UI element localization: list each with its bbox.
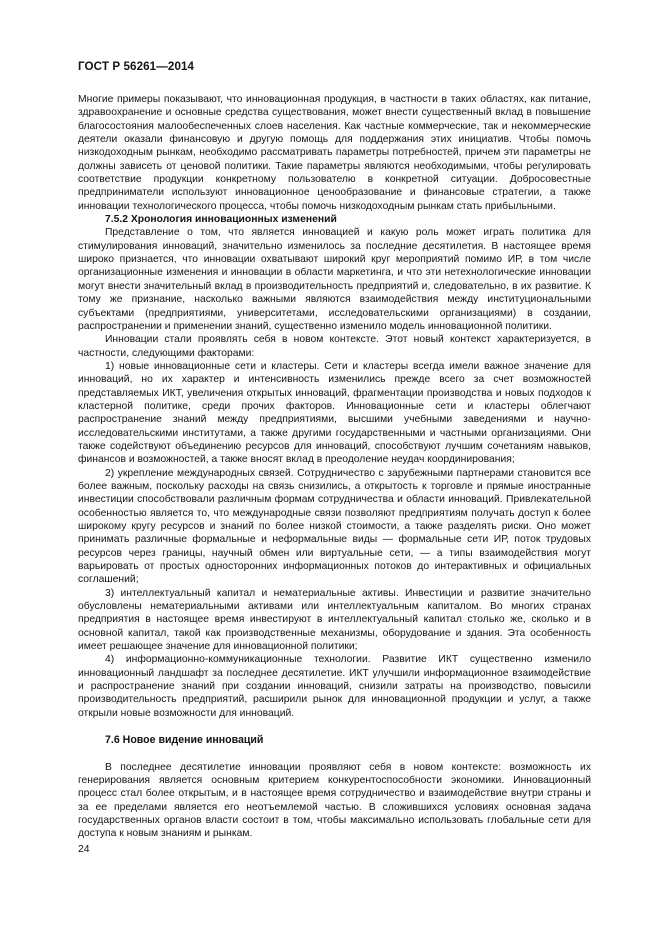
document-body <box>78 93 591 841</box>
factor-item-1: 1) новые инновационные сети и кластеры. Сети и кластеры всегда имели важное значение для инноваций, но их характер и интенсивность изменились прежде всего за счет возможностей представляемых ИКТ, увеличения открытых инноваций, фрагментации производства и новых подходов к кластерной политике, среди прочих факторов. Инновационные сети и кластеры облегчают распространение знаний между предприятиями, высшими учебными заведениями и научно-исследовательскими институтами, а также другими государственными и частными организациями. Они также содействуют объединению ресурсов для инноваций, способствуют лучшим сочетаниям навыков, финансов и возможностей, а также вносят вклад в преодоление неудач координирования; <box>78 360 591 466</box>
context-paragraph: Инновации стали проявлять себя в новом контексте. Этот новый контекст характеризуется, в частности, следующими факторами: <box>78 334 591 359</box>
page-number: 24 <box>78 844 90 855</box>
new-vision-paragraph: В последнее десятилетие инновации проявляют себя в новом контексте: возможность их генерирования является основным критерием конкурентоспособности экономики. Инновационный процесс стал более открытым, и в настоящее время сотрудничество и взаимодействие внутри страны и за ее пределами является его неотъемлемой частью. В сложившихся условиях основная задача государственных органов власти состоит в том, чтобы максимально использовать глобальные сети для доступа к новым знаниям и рынкам. <box>78 761 591 840</box>
intro-paragraph: Многие примеры показывают, что инновационная продукция, в частности в таких областях, как питание, здравоохранение и основные средства существования, может внести существенный вклад в повышение благосостояния малообеспеченных слоев населения. Как частные коммерческие, так и некоммерческие деятели оказали финансовую и другую помощь для поддержания этих инициатив. Чтобы помочь низкодоходным рынкам, необходимо рассматривать параметры потребностей, причем эти параметры не должны зависеть от ценовой политики. Такие параметры являются необходимыми, чтобы регулировать соответствие продукции конкретному пользователю в конкретной ситуации. Добросовестные предприниматели используют инновационное ценообразование и финансовые стратегии, а также инновации технологического процесса, чтобы помочь низкодоходным рынкам стать прибыльными. <box>78 94 591 212</box>
factor-item-2: 2) укрепление международных связей. Сотрудничество с зарубежными партнерами становится все более важным, поскольку расходы на связь снизились, а открытость к торговле и прямые иностранные инвестиции способствовали различным формам сотрудничества и области инноваций. Привлекательной особенностью является то, что международные связи позволяют предприятиям получать доступ к более широкому кругу ресурсов и знаний по более низкой стоимости, а также разделять риски. Оно может принимать различные формальные и неформальные виды — формальные сети ИР, поток трудовых ресурсов через границы, научный обмен или виртуальные сети, — а типы взаимодействия могут варьировать от простых односторонних информационных потоков до интерактивных и официальных соглашений; <box>78 467 591 586</box>
factor-item-3: 3) интеллектуальный капитал и нематериальные активы. Инвестиции и развитие значительно обусловлены нематериальными активами или интеллектуальным капиталом. Во многих странах предприятия в настоящее время инвестируют в интеллектуальный капитал столько же, сколько и в основной капитал, такой как производственные механизмы, оборудование и здания. Эта особенность имеет решающее значение для инновационной политики; <box>78 587 591 653</box>
standard-header: ГОСТ Р 56261—2014 <box>78 60 195 73</box>
section-title: 7.6 Новое видение инноваций <box>105 734 264 747</box>
factor-item-4: 4) информационно-коммуникационные технологии. Развитие ИКТ существенно изменило инновационный ландшафт за последнее десятилетие. ИКТ улучшили информационное взаимодействие и распространение знаний при создании инноваций, снизили затраты на производство, повысили производительность предприятий, расширили рынок для инновационной продукции и услуг, а также открыли новые возможности для инноваций. <box>78 654 591 719</box>
chronology-paragraph: Представление о том, что является инновацией и какую роль может играть политика для стимулирования инноваций, значительно изменилось за последние десятилетия. В настоящее время широко признается, что инновации охватывают широкий круг мероприятий помимо ИР, в том числе организационные изменения и инновации в области маркетинга, и что эти нетехнологические инновации могут внести значительный вклад в производительность предприятий и, следовательно, в их развитие. К тому же признание, насколько важными являются взаимодействия между институциональными субъектами (предприятиями, университетами, исследовательскими организациями) в создании, распространении и применении знаний, существенно изменило модель инновационной политики. <box>78 227 591 332</box>
subsection-title: 7.5.2 Хронология инновационных изменений <box>105 214 337 226</box>
